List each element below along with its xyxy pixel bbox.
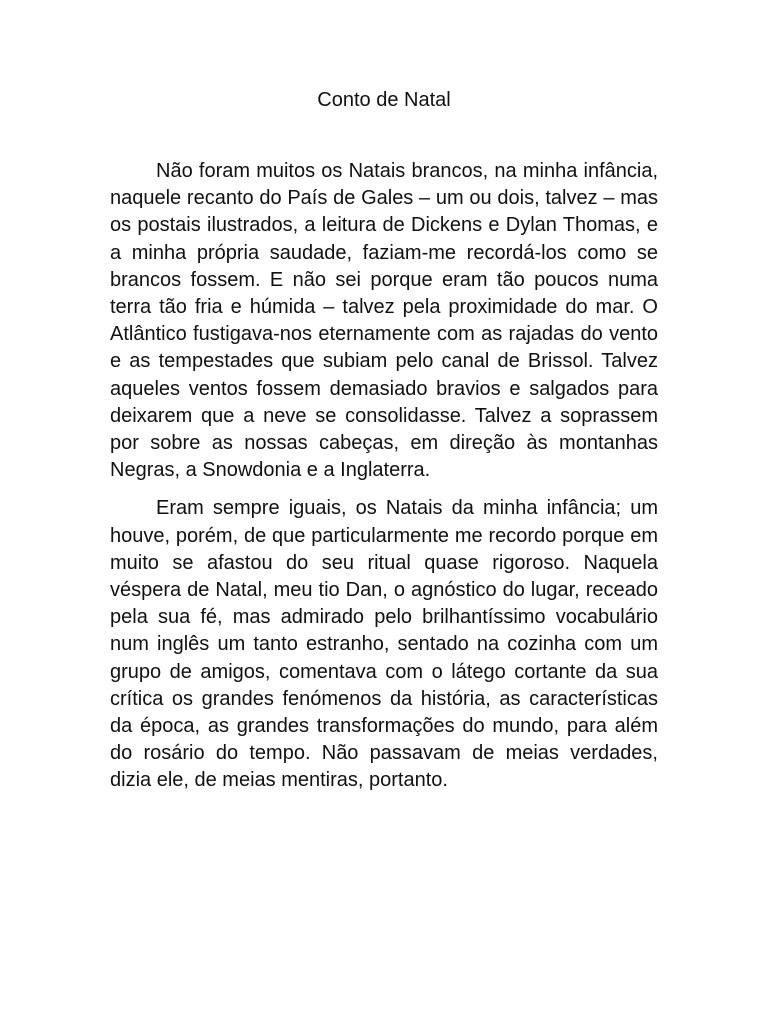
document-title: Conto de Natal [317,89,451,111]
paragraph-1: Não foram muitos os Natais brancos, na minha infância, naquele recanto do País de Gales – um ou dois, talvez – mas os postais ilustrados, a leitura de Dickens e Dylan Thomas, e a minha própria saudade, faziam-me recordá-los como se brancos fossem. E não sei porque eram tão poucos numa terra tão fria e húmida – talvez pela proximidade do mar. O Atlântico fustigava-nos eternamente com as rajadas do vento e as tempestades que subiam pelo canal de Brissol. Talvez aqueles ventos fossem demasiado bravios e salgados para deixarem que a neve se consolidasse. Talvez a soprassem por sobre as nossas cabeças, em direção às montanhas Negras, a Snowdonia e a Inglaterra. [110,160,658,482]
document-body [110,158,658,795]
paragraph-2: Eram sempre iguais, os Natais da minha infância; um houve, porém, de que particularmente me recordo porque em muito se afastou do seu ritual quase rigoroso. Naquela véspera de Natal, meu tio Dan, o agnóstico do lugar, receado pela sua fé, mas admirado pelo brilhantíssimo vocabulário num inglês um tanto estranho, sentado na cozinha com um grupo de amigos, comentava com o látego cortante da sua crítica os grandes fenómenos da história, as características da época, as grandes transformações do mundo, para além do rosário do tempo. Não passavam de meias verdades, dizia ele, de meias mentiras, portanto. [110,497,658,792]
